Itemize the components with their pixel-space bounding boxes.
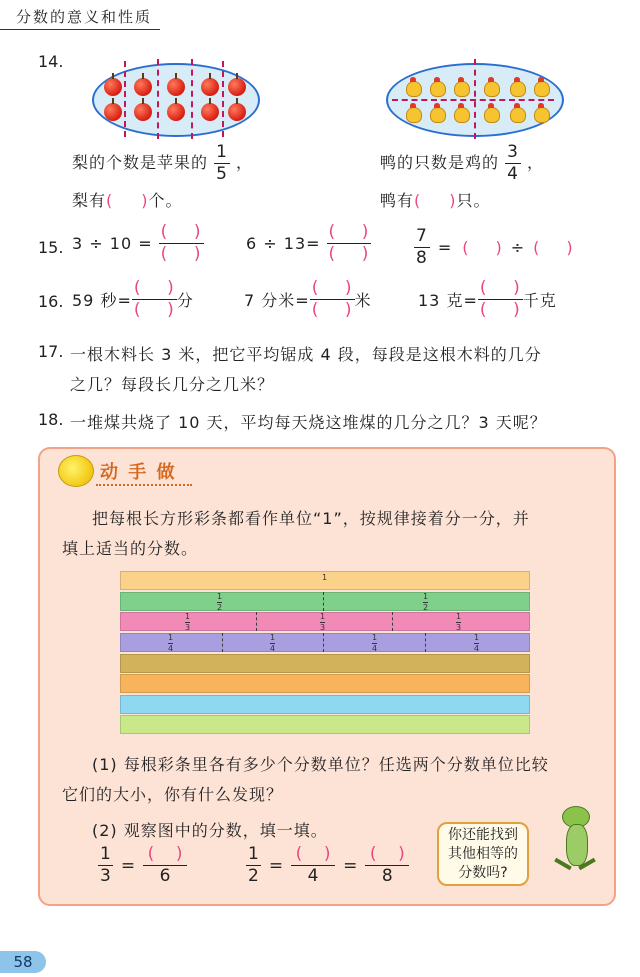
label-half: 1 2 [217, 592, 223, 612]
tick [392, 612, 393, 631]
q15-a: 3 ÷ 10 = $\frac{( )}{( )}$ [72, 222, 202, 264]
equation-2: $\frac{1}{2}$ = $\frac{( )}{4}$ = $\frac{( )}{8}$ [246, 846, 409, 885]
strip-7[interactable] [120, 695, 530, 714]
q16-b: 7 分米= $\frac{( )}{( )}$ 米 [244, 278, 372, 320]
divider-line [222, 61, 224, 137]
instruction-line2: 填上适当的分数。 [62, 539, 199, 558]
chicken-icon [484, 81, 500, 97]
label-half: 1 2 [423, 592, 429, 612]
question2: (2) 观察图中的分数，填一填。 [92, 821, 328, 840]
strip-quarters [120, 633, 530, 652]
speech-bubble: 你还能找到 其他相等的 分数吗? [437, 822, 529, 886]
q17-line1: 一根木料长 3 米，把它平均锯成 4 段，每段是这根木料的几分 [70, 345, 542, 364]
tick [425, 633, 426, 652]
blank-fraction[interactable]: $\frac{( )}{8}$ [365, 846, 409, 885]
label-third: 1 3 [185, 612, 191, 632]
title-underline [96, 484, 192, 486]
apple-icon [134, 78, 152, 96]
q15-b: 6 ÷ 13= $\frac{( )}{( )}$ [246, 222, 370, 264]
apple-icon [228, 103, 246, 121]
q14-right-statement: 鸭的只数是鸡的 $\frac{3}{4}$ ， [380, 142, 545, 184]
blank-fraction[interactable]: $\frac{( )}{6}$ [143, 846, 187, 885]
blank-fraction[interactable]: $\frac{( )}{( )}$ [160, 222, 202, 264]
q15-c: $\frac{7}{8}$ = ( ) ÷ ( ) [416, 226, 574, 268]
strip-5[interactable] [120, 654, 530, 673]
blank-fraction[interactable]: $\frac{( )}{( )}$ [479, 278, 521, 320]
tick [323, 592, 324, 611]
chicken-icon [406, 107, 422, 123]
q14-left-statement: 梨的个数是苹果的 $\frac{1}{5}$ ， [72, 142, 254, 184]
chicken-icon [534, 107, 550, 123]
tick [222, 633, 223, 652]
apple-icon [228, 78, 246, 96]
chickens-oval [386, 63, 564, 137]
label-third: 1 3 [456, 612, 462, 632]
label-quarter: 1 4 [168, 633, 174, 653]
q18-text: 一堆煤共烧了 10 天，平均每天烧这堆煤的几分之几？3 天呢？ [70, 413, 547, 432]
apple-icon [104, 103, 122, 121]
chicken-icon [510, 107, 526, 123]
chicken-icon [454, 107, 470, 123]
equation-1: $\frac{1}{3}$ = $\frac{( )}{6}$ [98, 846, 187, 885]
chicken-icon [406, 81, 422, 97]
divider-line [124, 61, 126, 137]
chicken-icon [510, 81, 526, 97]
fraction: $\frac{3}{4}$ [507, 142, 519, 184]
label-whole: 1 [322, 573, 328, 582]
fraction: $\frac{7}{8}$ [416, 226, 428, 268]
label-third: 1 3 [320, 612, 326, 632]
activity-title: 动 手 做 [100, 462, 177, 483]
chicken-icon [430, 81, 446, 97]
chicken-icon [430, 107, 446, 123]
divider-line [157, 59, 159, 139]
strip-8[interactable] [120, 715, 530, 734]
instruction-line1: 把每根长方形彩条都看作单位“1”，按规律接着分一分，并 [92, 509, 530, 528]
question-number-15: 15. [38, 238, 64, 257]
blank-fraction[interactable]: $\frac{( )}{( )}$ [311, 278, 353, 320]
divider-line [191, 59, 193, 139]
question-number-18: 18. [38, 410, 64, 429]
apple-icon [201, 103, 219, 121]
q16-a: 59 秒= $\frac{( )}{( )}$ 分 [72, 278, 194, 320]
q14-left-answer: 梨有( )个。 [72, 191, 183, 210]
apple-icon [167, 103, 185, 121]
q16-c: 13 克= $\frac{( )}{( )}$ 千克 [418, 278, 557, 320]
label-quarter: 1 4 [474, 633, 480, 653]
header-divider [0, 29, 160, 30]
chicken-icon [484, 107, 500, 123]
question-number-16: 16. [38, 292, 64, 311]
label-quarter: 1 4 [372, 633, 378, 653]
q14-right-answer: 鸭有( )只。 [380, 191, 491, 210]
question1-line2: 它们的大小，你有什么发现？ [62, 785, 284, 804]
apple-icon [201, 78, 219, 96]
strip-halves [120, 592, 530, 611]
blank-fraction[interactable]: $\frac{( )}{( )}$ [133, 278, 175, 320]
blank-fraction[interactable]: $\frac{( )}{( )}$ [328, 222, 370, 264]
question1-line1: (1) 每根彩条里各有多少个分数单位？任选两个分数单位比较 [92, 755, 549, 774]
chicken-icon [454, 81, 470, 97]
label-quarter: 1 4 [270, 633, 276, 653]
page-number: 58 [0, 951, 46, 973]
apples-oval [92, 63, 260, 137]
chapter-title: 分数的意义和性质 [16, 8, 153, 26]
tick [323, 633, 324, 652]
strip-6[interactable] [120, 674, 530, 693]
apple-icon [104, 78, 122, 96]
grasshopper-mascot-icon [548, 800, 604, 890]
question-number-14: 14. [38, 52, 64, 71]
chick-mascot-icon [58, 455, 94, 487]
q17-line2: 之几？每段长几分之几米？ [70, 375, 275, 394]
blank-fraction[interactable]: $\frac{( )}{4}$ [291, 846, 335, 885]
question-number-17: 17. [38, 342, 64, 361]
chicken-icon [534, 81, 550, 97]
tick [256, 612, 257, 631]
apple-icon [134, 103, 152, 121]
divider-line [392, 99, 554, 101]
fraction: $\frac{1}{5}$ [216, 142, 228, 184]
apple-icon [167, 78, 185, 96]
